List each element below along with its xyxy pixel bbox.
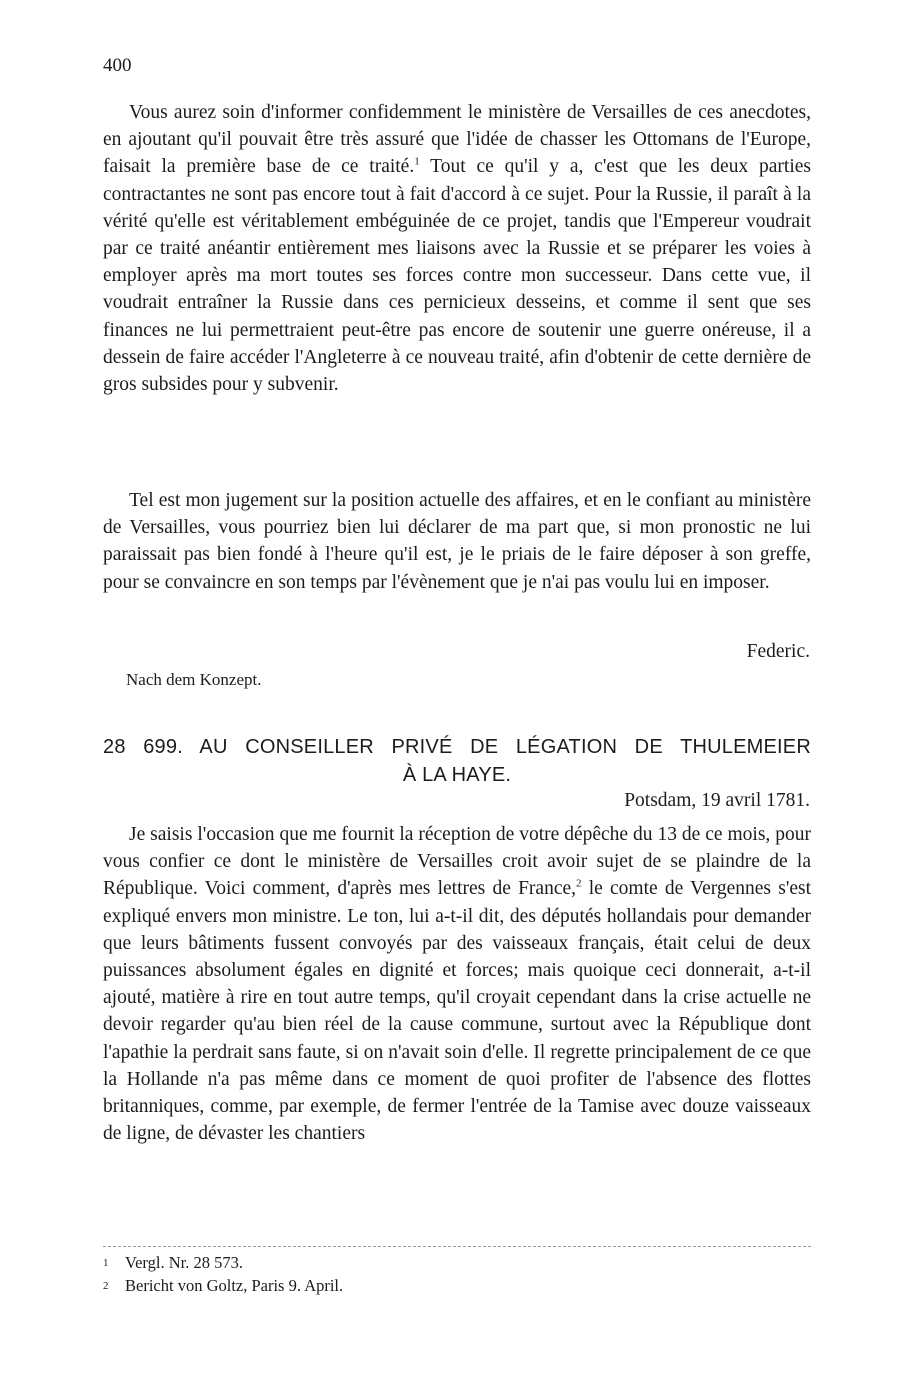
paragraph-1-part-1: Vous aurez soin d'informer confidemment le ministère de Versailles de ces anecdotes, en ajoutant qu'il pouvait être très assuré que l'idée de chasser les Ottomans de l'Europe, faisait la première base de ce traité.: [103, 102, 811, 178]
footnote-ref-2: 2: [576, 877, 582, 890]
footnote-divider: [103, 1246, 811, 1247]
paragraph-3: [103, 821, 811, 1147]
letter-heading-line-2: À LA HAYE.: [402, 764, 512, 786]
paragraph-3-part-1: Je saisis l'occasion que me fournit la réception de votre dépêche du 13 de ce mois, pour vous confier ce dont le ministère de Versailles croit avoir sujet de se plaindre de la République. Voici comment, d'après mes lettres de France,: [103, 824, 811, 900]
source-note: Nach dem Konzept.: [126, 670, 262, 689]
footnote-1-text: Vergl. Nr. 28 573.: [125, 1253, 243, 1272]
footnote-2: [103, 1275, 343, 1297]
paragraph-3-part-2: le comte de Vergennes s'est expliqué envers mon ministre. Le ton, lui a-t-il dit, des députés hollandais pour demander que leurs bâtiments fussent convoyés par des vaisseaux français, était celui de deux puissances absolument égales en dignité et forces; mais quoique ceci donnerait, a-t-il ajouté, matière à rire en tout autre temps, qu'il croyait cependant dans la crise actuelle ne devoir regarder qu'au bien réel de la cause commune, surtout avec la République dont l'apathie la perdrait sans faute, si on n'avait soin d'elle. Il regrette principalement de ce que la Hollande n'a pas même dans ce moment de quoi profiter de l'absence des flottes britanniques, comme, par exemple, de fermer l'entrée de la Tamise avec douze vaisseaux de ligne, de dévaster les chantiers: [103, 878, 811, 1145]
dateline: Potsdam, 19 avril 1781.: [624, 790, 810, 811]
paragraph-2: Tel est mon jugement sur la position actuelle des affaires, et en le confiant au ministère de Versailles, vous pourriez bien lui déclarer de ma part que, si mon pronostic ne lui paraissait pas bien fondé à l'heure qu'il est, je le priais de le faire déposer à son greffe, pour se convaincre en son temps par l'évènement que je n'ai pas voulu lui en imposer.: [103, 490, 811, 593]
footnote-2-text: Bericht von Goltz, Paris 9. April.: [125, 1276, 344, 1295]
page-number: 400: [103, 55, 132, 76]
letter-heading: [103, 733, 811, 789]
footnote-ref-1: 1: [414, 155, 420, 168]
footnote-2-mark: 2: [103, 1280, 109, 1292]
footnote-1: [103, 1252, 243, 1274]
paragraph-1: [103, 99, 811, 398]
footnote-1-mark: 1: [103, 1257, 109, 1269]
signature: Federic.: [746, 641, 810, 662]
paragraph-1-part-2: Tout ce qu'il y a, c'est que les deux parties contractantes ne sont pas encore tout à fait d'accord à ce sujet. Pour la Russie, il paraît à la vérité qu'elle est véritablement embéguinée de ce projet, tandis que l'Empereur voudrait par ce traité anéantir entièrement mes liaisons avec la Russie et se préparer les voies à employer après ma mort toutes ses forces contre mon successeur. Dans cette vue, il voudrait entraîner la Russie dans ces pernicieux desseins, et comme il sent que ses finances ne lui permettraient peut-être pas encore de soutenir une guerre onéreuse, il a dessein de faire accéder l'Angleterre à ce nouveau traité, afin d'obtenir de cette dernière de gros subsides pour y subvenir.: [103, 156, 811, 396]
letter-heading-line-1: 28 699. AU CONSEILLER PRIVÉ DE LÉGATION DE THULEMEIER: [103, 736, 811, 758]
